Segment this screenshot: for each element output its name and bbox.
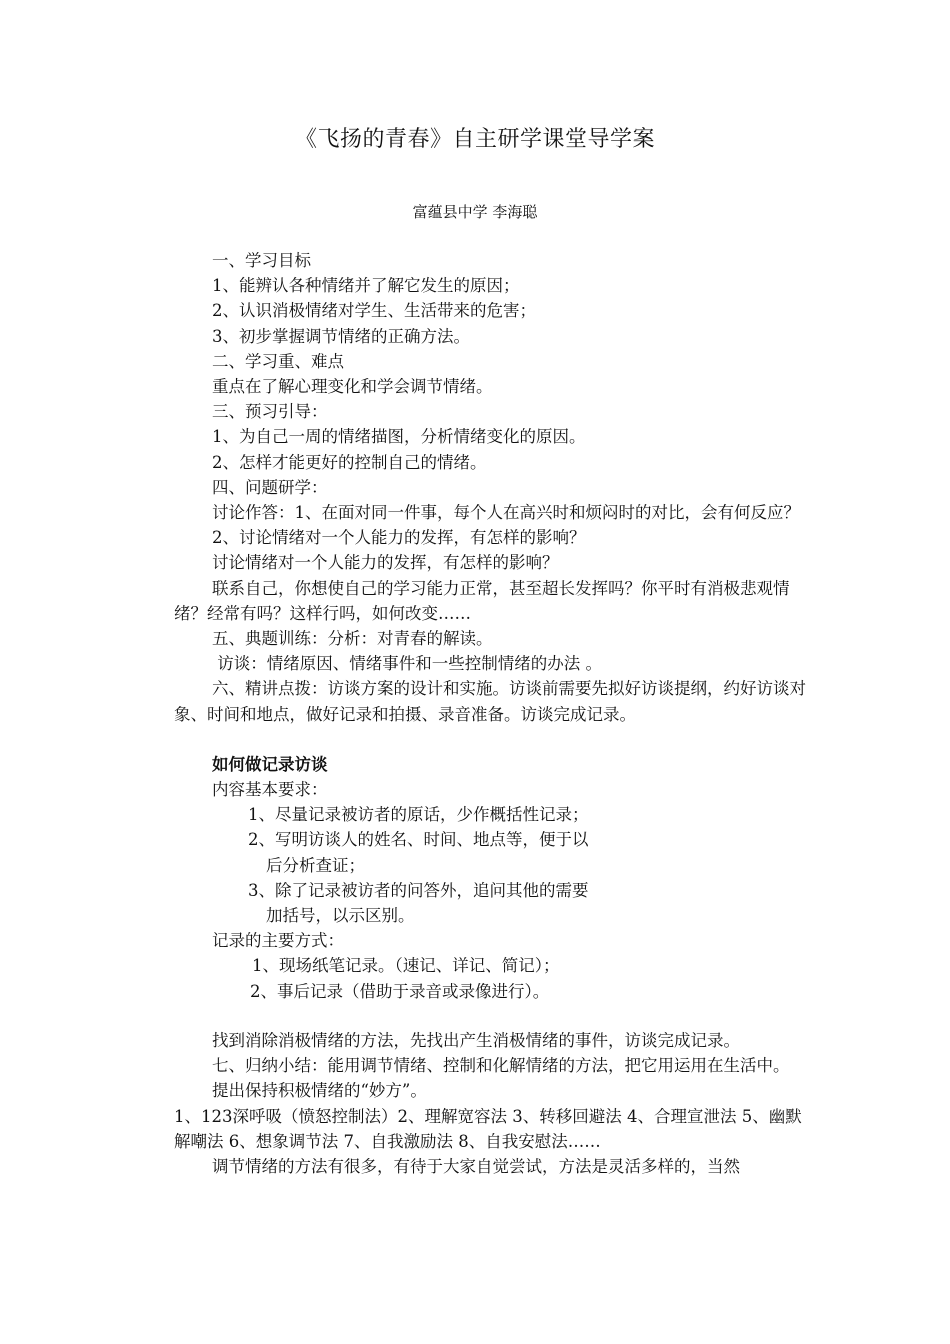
section-heading: 七、归纳小结：能用调节情绪、控制和化解情绪的方法，把它用运用在生活中。: [212, 1056, 790, 1076]
paragraph: 1、123深呼吸（愤怒控制法）2、理解宽容法 3、转移回避法 4、合理宣泄法 5、幽默解嘲法 6、想象调节法 7、自我激励法 8、自我安慰法……: [174, 1106, 802, 1151]
paragraph: 2、讨论情绪对一个人能力的发挥，有怎样的影响？: [212, 528, 586, 548]
section-heading: 五、典题训练：分析：对青春的解读。: [212, 629, 493, 649]
document-title: 《飞扬的青春》自主研学课堂导学案: [294, 127, 655, 152]
list-item: 2、写明访谈人的姓名、时间、地点等，便于以: [248, 830, 589, 850]
spacer: [174, 1004, 810, 1028]
list-item-continuation: 后分析查证；: [266, 855, 365, 875]
spacer: [174, 727, 810, 752]
paragraph: 内容基本要求：: [212, 780, 328, 800]
paragraph: 1、能辨认各种情绪并了解它发生的原因；: [212, 276, 520, 296]
how-to-heading: 如何做记录访谈: [212, 754, 328, 774]
paragraph: 2、怎样才能更好的控制自己的情绪。: [212, 452, 487, 472]
paragraph: 调节情绪的方法有很多，有待于大家自觉尝试，方法是灵活多样的，当然: [212, 1156, 740, 1176]
document-author: 富蕴县中学 李海聪: [412, 203, 538, 221]
list-item: 2、事后记录（借助于录音或录像进行）。: [250, 981, 550, 1001]
paragraph: 记录的主要方式：: [212, 931, 344, 951]
section-heading: 四、问题研学：: [212, 477, 328, 497]
paragraph: 2、认识消极情绪对学生、生活带来的危害；: [212, 301, 536, 321]
paragraph: 联系自己，你想使自己的学习能力正常，甚至超长发挥吗？你平时有消极悲观情绪？经常有吗？这样行吗，如何改变……: [174, 578, 790, 623]
paragraph: 访谈：情绪原因、情绪事件和一些控制情绪的办法 。: [212, 654, 602, 674]
section-heading: 一、学习目标: [212, 251, 311, 270]
list-item: 3、除了记录被访者的问答外，追问其他的需要: [248, 880, 589, 900]
paragraph: 找到消除消极情绪的方法，先找出产生消极情绪的事件，访谈完成记录。: [212, 1030, 740, 1050]
paragraph: 1、为自己一周的情绪描图，分析情绪变化的原因。: [212, 427, 586, 447]
list-item: 1、现场纸笔记录。（速记、详记、简记）；: [252, 956, 560, 976]
list-item-continuation: 加括号，以示区别。: [266, 906, 415, 926]
paragraph: 讨论情绪对一个人能力的发挥，有怎样的影响？: [212, 553, 559, 573]
section-heading: 六、精讲点拨：访谈方案的设计和实施。访谈前需要先拟好访谈提纲，约好访谈对象、时间和地点，做好记录和拍摄、录音准备。访谈完成记录。: [174, 679, 806, 724]
paragraph: 重点在了解心理变化和学会调节情绪。: [212, 377, 493, 397]
paragraph: 提出保持积极情绪的“妙方”。: [212, 1081, 427, 1101]
document-body: [174, 248, 810, 1179]
section-heading: 二、学习重、难点: [212, 351, 344, 371]
section-heading: 三、预习引导：: [212, 402, 328, 422]
paragraph: 3、初步掌握调节情绪的正确方法。: [212, 326, 470, 346]
paragraph: 讨论作答：1、在面对同一件事，每个人在高兴时和烦闷时的对比，会有何反应？: [212, 503, 800, 523]
list-item: 1、尽量记录被访者的原话，少作概括性记录；: [248, 805, 589, 825]
